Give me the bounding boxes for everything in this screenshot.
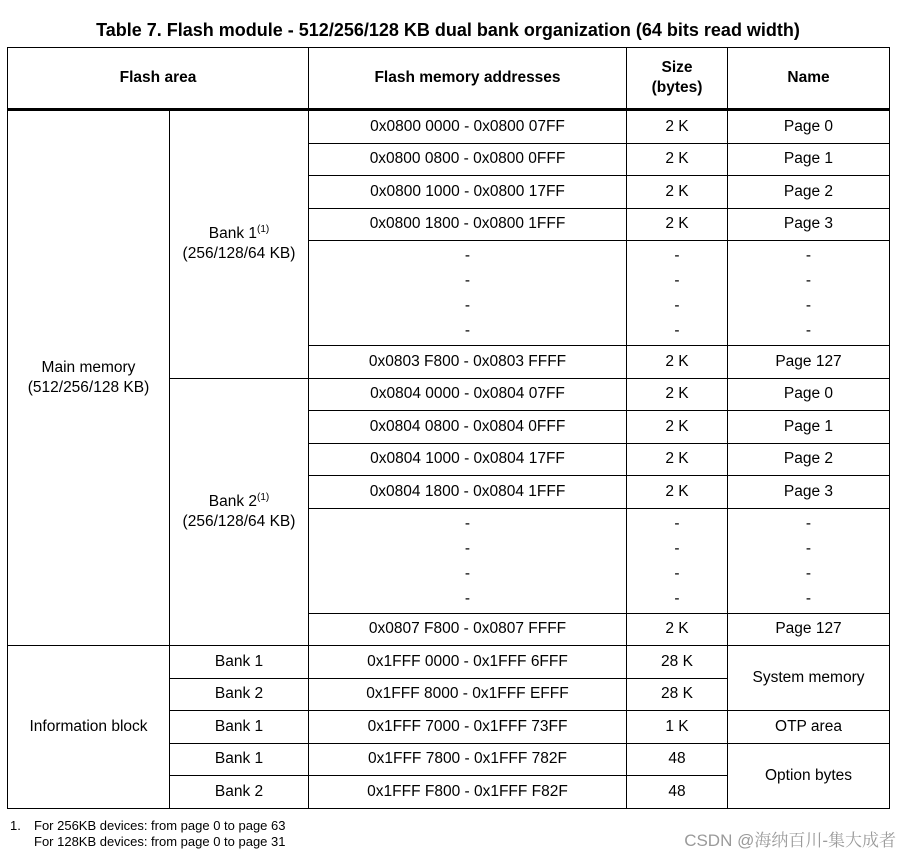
flash-organization-table [7,47,890,809]
footnote-number: 1. [10,818,21,833]
address-cell: 0x0800 1000 - 0x0800 17FF [309,176,627,209]
bank1-cell [170,110,309,379]
bank1-size: (256/128/64 KB) [182,245,296,263]
otp-area-cell: OTP area [728,711,890,744]
bank2-footnote-ref: (1) [257,491,270,503]
footnote-text-2: For 128KB devices: from page 0 to page 31 [34,834,286,849]
footnote-text-1: For 256KB devices: from page 0 to page 63 [34,818,286,833]
address-cell: 0x0804 0800 - 0x0804 0FFF [309,411,627,444]
name-cell: Page 0 [728,110,890,144]
name-cell: Page 0 [728,378,890,411]
size-cell: 2 K [627,476,728,509]
table-title: Table 7. Flash module - 512/256/128 KB dual bank organization (64 bits read width) [96,20,800,40]
footnote-line [10,818,286,834]
address-cell: 0x1FFF 7000 - 0x1FFF 73FF [309,711,627,744]
address-cell: 0x0800 1800 - 0x0800 1FFF [309,208,627,241]
header-size-line2: (bytes) [651,79,703,96]
footnotes [10,818,286,850]
name-cell: Page 1 [728,143,890,176]
main-memory-label: Main memory [41,359,136,376]
header-size [627,48,728,110]
address-cell: 0x0800 0800 - 0x0800 0FFF [309,143,627,176]
information-block-cell: Information block [8,646,170,809]
size-cell: 28 K [627,646,728,679]
bank-cell: Bank 2 [170,776,309,809]
table-row [8,110,890,144]
name-cell: Page 2 [728,176,890,209]
bank-cell: Bank 1 [170,711,309,744]
table-row [8,646,890,679]
address-cell: 0x0804 0000 - 0x0804 07FF [309,378,627,411]
watermark: CSDN @海纳百川-集大成者 [684,831,896,850]
address-cell: 0x1FFF 7800 - 0x1FFF 782F [309,743,627,776]
ellipsis-cell: - - - - [728,241,890,346]
header-flash-area: Flash area [8,48,309,110]
bank1-footnote-ref: (1) [257,224,270,236]
size-cell: 2 K [627,346,728,379]
size-cell: 2 K [627,176,728,209]
size-cell: 2 K [627,411,728,444]
size-cell: 28 K [627,678,728,711]
size-cell: 48 [627,743,728,776]
size-cell: 2 K [627,143,728,176]
ellipsis-cell: - - - - [309,508,627,613]
name-cell: Page 127 [728,346,890,379]
name-cell: Page 3 [728,208,890,241]
bank-cell: Bank 1 [170,743,309,776]
address-cell: 0x1FFF 0000 - 0x1FFF 6FFF [309,646,627,679]
system-memory-cell: System memory [728,646,890,711]
size-cell: 2 K [627,378,728,411]
address-cell: 0x0803 F800 - 0x0803 FFFF [309,346,627,379]
name-cell: Page 3 [728,476,890,509]
size-cell: 48 [627,776,728,809]
ellipsis-cell: - - - - [627,508,728,613]
header-row [8,48,890,110]
address-cell: 0x0804 1800 - 0x0804 1FFF [309,476,627,509]
address-cell: 0x1FFF F800 - 0x1FFF F82F [309,776,627,809]
bank2-cell [170,378,309,646]
ellipsis-cell: - - - - [627,241,728,346]
option-bytes-cell: Option bytes [728,743,890,808]
bank-cell: Bank 1 [170,646,309,679]
bank2-size: (256/128/64 KB) [182,512,296,530]
main-memory-cell [8,110,170,646]
name-cell: Page 2 [728,443,890,476]
header-addresses: Flash memory addresses [309,48,627,110]
address-cell: 0x1FFF 8000 - 0x1FFF EFFF [309,678,627,711]
name-cell: Page 127 [728,613,890,646]
size-cell: 2 K [627,110,728,144]
address-cell: 0x0804 1000 - 0x0804 17FF [309,443,627,476]
address-cell: 0x0807 F800 - 0x0807 FFFF [309,613,627,646]
bank2-label: Bank 2 [208,492,258,510]
ellipsis-cell: - - - - [309,241,627,346]
header-size-line1: Size [661,59,693,76]
ellipsis-cell: - - - - [728,508,890,613]
size-cell: 2 K [627,613,728,646]
main-memory-size: (512/256/128 KB) [27,379,150,396]
address-cell: 0x0800 0000 - 0x0800 07FF [309,110,627,144]
size-cell: 1 K [627,711,728,744]
header-name: Name [728,48,890,110]
bank-cell: Bank 2 [170,678,309,711]
bank1-label: Bank 1 [208,225,258,243]
name-cell: Page 1 [728,411,890,444]
size-cell: 2 K [627,208,728,241]
size-cell: 2 K [627,443,728,476]
